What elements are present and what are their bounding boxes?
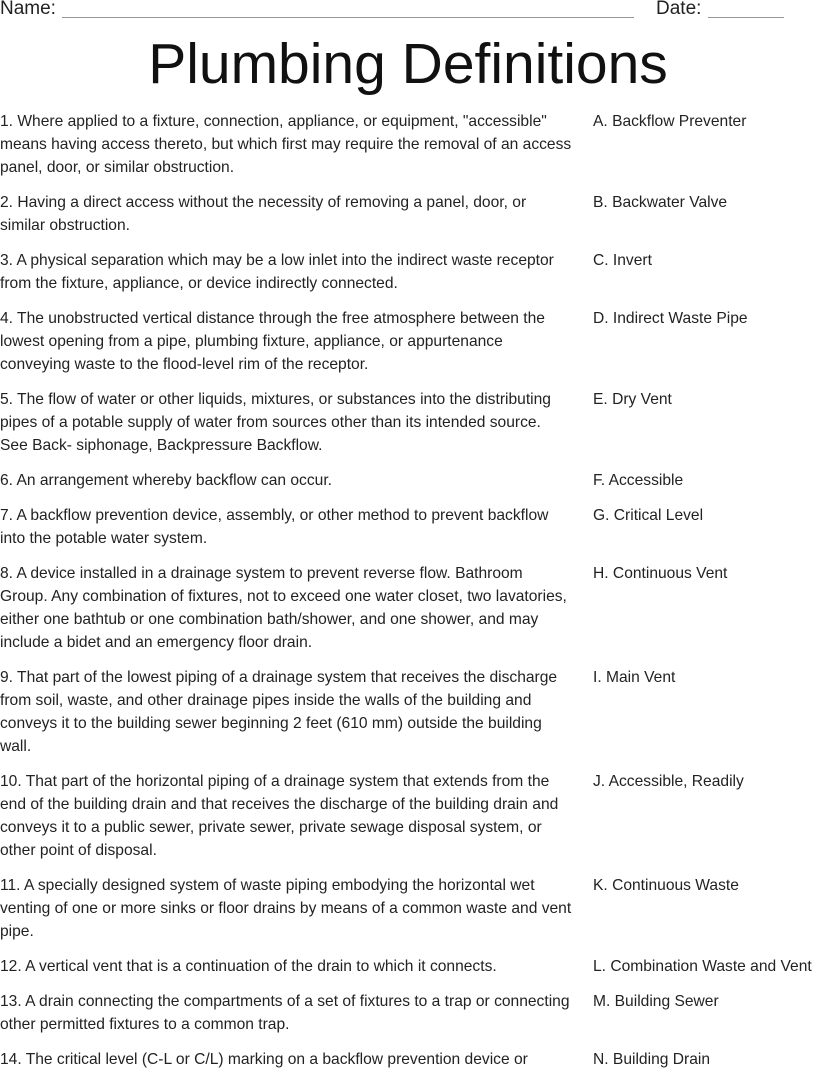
matching-row: [0, 307, 816, 376]
matching-list: [0, 110, 816, 1083]
name-field-line: [62, 17, 634, 18]
definition-text: 8. A device installed in a drainage system to prevent reverse flow. Bathroom Group. Any combination of fixtures, not to exceed one water closet, two lavatories, either one bathtub or one combination bath/shower, and one shower, and may include a bidet and an emergency floor drain.: [0, 565, 567, 651]
term-option: H. Continuous Vent: [593, 565, 728, 582]
term-option: F. Accessible: [593, 472, 684, 489]
definition-text: 11. A specially designed system of waste piping embodying the horizontal wet venting of one or more sinks or floor drains by means of a common waste and vent pipe.: [0, 877, 572, 940]
definition-text: 3. A physical separation which may be a low inlet into the indirect waste receptor from the fixture, appliance, or device indirectly connected.: [0, 252, 554, 292]
definition-text: 9. That part of the lowest piping of a drainage system that receives the discharge from soil, waste, and other drainage pipes inside the walls of the building and conveys it to the building sewer beginning 2 feet (610 mm) outside the building wall.: [0, 669, 558, 755]
matching-row: [0, 955, 816, 978]
term-option: G. Critical Level: [593, 507, 704, 524]
definition-text: 6. An arrangement whereby backflow can occur.: [0, 472, 332, 489]
term-option: C. Invert: [593, 252, 652, 269]
matching-row: [0, 110, 816, 179]
term-option: J. Accessible, Readily: [593, 773, 744, 790]
name-label: Name:: [0, 0, 56, 19]
definition-text: 5. The flow of water or other liquids, mixtures, or substances into the distributing pipes of a potable supply of water from sources other than its intended source. See Back- siphonage, Backpressure Backflow.: [0, 391, 551, 454]
matching-row: [0, 874, 816, 943]
matching-row: [0, 249, 816, 295]
matching-row: [0, 770, 816, 862]
matching-row: [0, 562, 816, 654]
matching-row: [0, 666, 816, 758]
matching-row: [0, 469, 816, 492]
definition-text: 4. The unobstructed vertical distance through the free atmosphere between the lowest opening from a pipe, plumbing fixture, appliance, or appurtenance conveying waste to the flood-level rim of the receptor.: [0, 310, 545, 373]
term-option: K. Continuous Waste: [593, 877, 739, 894]
matching-row: [0, 1048, 816, 1071]
term-option: L. Combination Waste and Vent: [593, 958, 812, 975]
definition-text: 2. Having a direct access without the necessity of removing a panel, door, or similar obstruction.: [0, 194, 527, 234]
definition-text: 12. A vertical vent that is a continuation of the drain to which it connects.: [0, 958, 497, 975]
definition-text: 7. A backflow prevention device, assembly, or other method to prevent backflow into the potable water system.: [0, 507, 549, 547]
term-option: E. Dry Vent: [593, 391, 672, 408]
term-option: D. Indirect Waste Pipe: [593, 310, 748, 327]
matching-row: [0, 504, 816, 550]
term-option: B. Backwater Valve: [593, 194, 728, 211]
definition-text: 14. The critical level (C-L or C/L) marking on a backflow prevention device or: [0, 1051, 528, 1068]
term-option: I. Main Vent: [593, 669, 676, 686]
matching-row: [0, 388, 816, 457]
page-title: Plumbing Definitions: [148, 32, 668, 96]
term-option: M. Building Sewer: [593, 993, 719, 1010]
date-field-line: [708, 17, 784, 18]
term-option: A. Backflow Preventer: [593, 113, 747, 130]
matching-row: [0, 990, 816, 1036]
worksheet-header: [0, 0, 816, 24]
definition-text: 13. A drain connecting the compartments of a set of fixtures to a trap or connecting other permitted fixtures to a common trap.: [0, 993, 570, 1033]
term-option: N. Building Drain: [593, 1051, 711, 1068]
matching-row: [0, 191, 816, 237]
date-label: Date:: [656, 0, 702, 19]
definition-text: 1. Where applied to a fixture, connection, appliance, or equipment, "accessible" means having access thereto, but which first may require the removal of an access panel, door, or similar obstruction.: [0, 113, 572, 176]
definition-text: 10. That part of the horizontal piping of a drainage system that extends from the end of the building drain and that receives the discharge of the building drain and conveys it to a public sewer, private sewer, private sewage disposal system, or other point of disposal.: [0, 773, 559, 859]
